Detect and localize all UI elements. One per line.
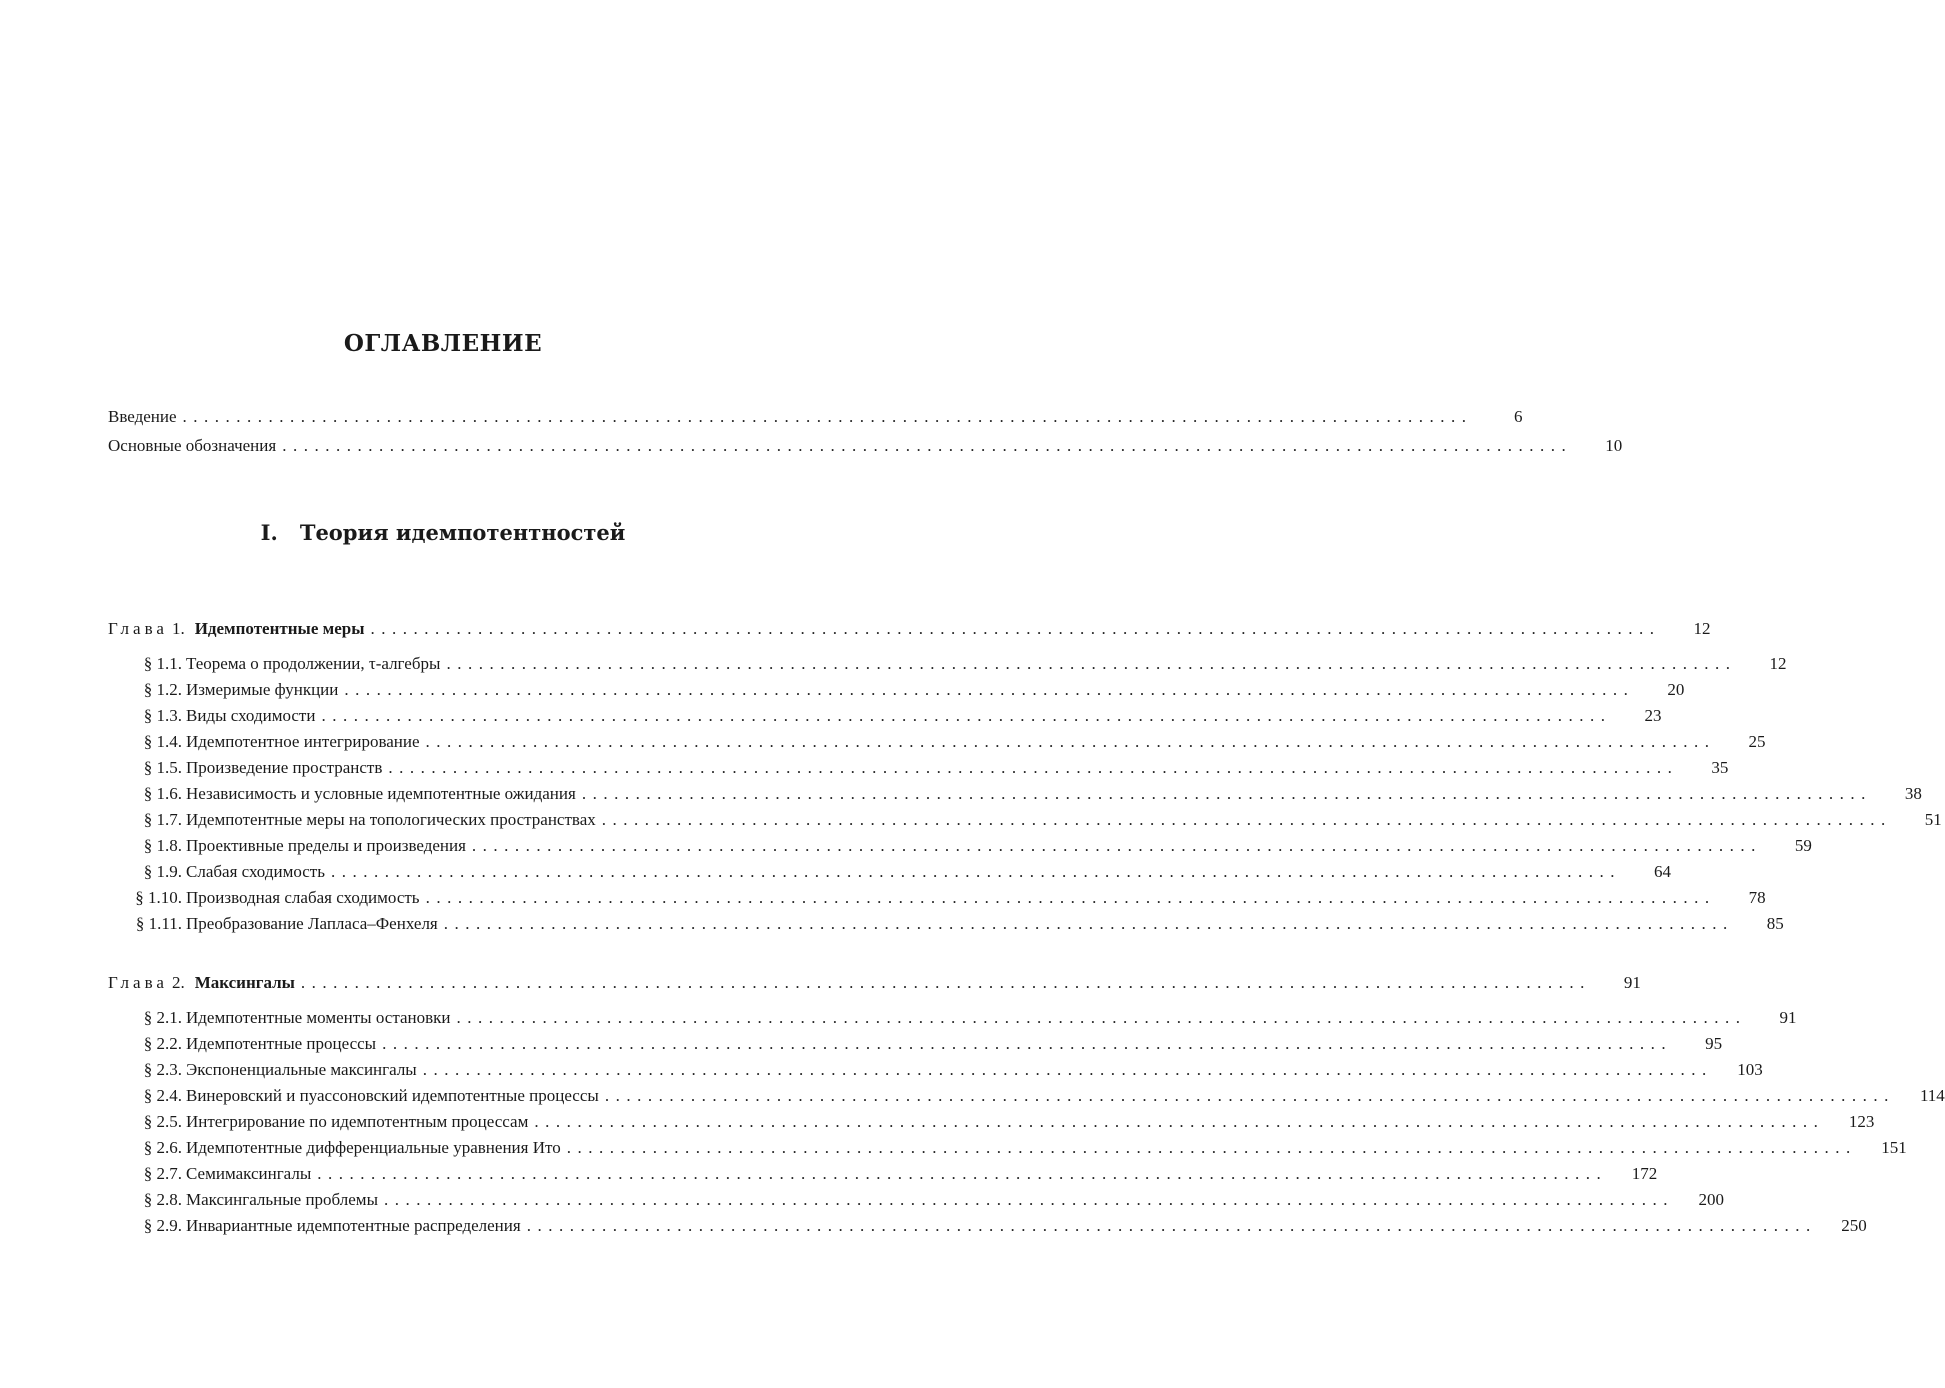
- toc-section[interactable]: [108, 1031, 1723, 1057]
- chapter-prefix: Глава: [108, 619, 168, 638]
- leader-dots: ........................................................................................................................: [604, 1086, 1895, 1105]
- section-number: § 1.6.: [143, 784, 182, 803]
- page-number: 95: [1705, 1034, 1723, 1053]
- page-number: 12: [1769, 654, 1787, 673]
- section-title: Инвариантные идемпотентные распределения: [186, 1216, 521, 1235]
- toc-section[interactable]: [108, 781, 1922, 807]
- part-title: [0, 520, 886, 545]
- page-number: 51: [1924, 810, 1942, 829]
- leader-dots: ........................................................................................................................: [471, 836, 1762, 855]
- section-number: § 1.9.: [143, 862, 182, 881]
- leader-dots: ........................................................................................................................: [300, 973, 1591, 992]
- leader-dots: ........................................................................................................................: [456, 1008, 1747, 1027]
- section-number: § 1.10.: [135, 888, 182, 907]
- entry-label: Введение: [108, 407, 177, 426]
- section-title: Идемпотентные моменты остановки: [186, 1008, 451, 1027]
- section-title: Виды сходимости: [186, 706, 316, 725]
- toc-chapter-2[interactable]: [108, 970, 1641, 996]
- page-number: 91: [1623, 973, 1641, 992]
- leader-dots: ........................................................................................................................: [422, 1060, 1713, 1079]
- toc-section[interactable]: [108, 1005, 1797, 1031]
- section-title: Проективные пределы и произведения: [186, 836, 466, 855]
- section-title: Максингальные проблемы: [186, 1190, 378, 1209]
- leader-dots: ........................................................................................................................: [526, 1216, 1817, 1235]
- section-title: Семимаксингалы: [186, 1164, 312, 1183]
- chapter-prefix: Глава: [108, 973, 168, 992]
- section-title: Экспоненциальные максингалы: [186, 1060, 417, 1079]
- leader-dots: ........................................................................................................................: [388, 758, 1679, 777]
- toc-section[interactable]: [108, 807, 1942, 833]
- part-name: Теория идемпотентностей: [299, 520, 626, 545]
- section-title: Производная слабая сходимость: [186, 888, 420, 907]
- leader-dots: ........................................................................................................................: [425, 732, 1716, 751]
- toc-section[interactable]: [108, 1135, 1907, 1161]
- leader-dots: ........................................................................................................................: [382, 1034, 1673, 1053]
- toc-section[interactable]: [108, 1213, 1867, 1239]
- chapter-title: Идемпотентные меры: [194, 619, 365, 638]
- section-title: Измеримые функции: [186, 680, 339, 699]
- leader-dots: ........................................................................................................................: [566, 1138, 1857, 1157]
- section-number: § 2.7.: [143, 1164, 182, 1183]
- section-number: § 2.1.: [143, 1008, 182, 1027]
- page-number: 6: [1514, 407, 1523, 426]
- leader-dots: ........................................................................................................................: [581, 784, 1872, 803]
- page-number: 114: [1919, 1086, 1945, 1105]
- page-number: 23: [1644, 706, 1662, 725]
- toc-section[interactable]: [108, 1109, 1875, 1135]
- toc-section[interactable]: [108, 651, 1787, 677]
- leader-dots: ........................................................................................................................: [425, 888, 1716, 907]
- toc-section[interactable]: [108, 885, 1766, 911]
- page-number: 64: [1653, 862, 1671, 881]
- section-number: § 2.5.: [143, 1112, 182, 1131]
- toc-section[interactable]: [108, 833, 1812, 859]
- page-number: 123: [1848, 1112, 1875, 1131]
- section-number: § 1.4.: [143, 732, 182, 751]
- page-number: 103: [1737, 1060, 1763, 1079]
- leader-dots: ........................................................................................................................: [330, 862, 1621, 881]
- section-number: § 1.11.: [135, 914, 182, 933]
- section-number: § 1.3.: [143, 706, 182, 725]
- page-number: 20: [1667, 680, 1685, 699]
- leader-dots: ........................................................................................................................: [317, 1164, 1608, 1183]
- section-title: Идемпотентные дифференциальные уравнения Ито: [186, 1138, 561, 1157]
- toc-section[interactable]: [108, 911, 1784, 937]
- leader-dots: ........................................................................................................................: [344, 680, 1635, 699]
- toc-section[interactable]: [108, 1161, 1658, 1187]
- page-number: 85: [1766, 914, 1784, 933]
- toc-chapter-1[interactable]: [108, 616, 1711, 642]
- chapter-number: 2.: [171, 973, 185, 992]
- toc-section[interactable]: [108, 755, 1729, 781]
- toc-entry-intro[interactable]: [108, 404, 1523, 430]
- section-title: Теорема о продолжении, τ-алгебры: [186, 654, 441, 673]
- section-title: Идемпотентные меры на топологических пространствах: [186, 810, 596, 829]
- page-number: 38: [1904, 784, 1922, 803]
- section-title: Преобразование Лапласа–Фенхеля: [186, 914, 438, 933]
- leader-dots: ........................................................................................................................: [182, 407, 1473, 426]
- chapter-number: 1.: [171, 619, 185, 638]
- page-number: 78: [1748, 888, 1766, 907]
- toc-section[interactable]: [108, 1187, 1724, 1213]
- toc-section[interactable]: [108, 1057, 1763, 1083]
- section-number: § 2.3.: [143, 1060, 182, 1079]
- section-number: § 1.2.: [143, 680, 182, 699]
- section-number: § 1.1.: [143, 654, 182, 673]
- page-number: 59: [1794, 836, 1812, 855]
- leader-dots: ........................................................................................................................: [601, 810, 1892, 829]
- section-title: Идемпотентные процессы: [186, 1034, 377, 1053]
- toc-section[interactable]: [108, 729, 1766, 755]
- section-title: Винеровский и пуассоновский идемпотентные процессы: [186, 1086, 599, 1105]
- section-number: § 2.9.: [143, 1216, 182, 1235]
- toc-title: ОГЛАВЛЕНИЕ: [343, 330, 543, 357]
- page-number: 151: [1881, 1138, 1907, 1157]
- entry-label: Основные обозначения: [108, 436, 277, 455]
- toc-section[interactable]: [108, 677, 1685, 703]
- chapter-title: Максингалы: [194, 973, 295, 992]
- section-number: § 1.8.: [143, 836, 182, 855]
- page-number: 250: [1841, 1216, 1867, 1235]
- leader-dots: ........................................................................................................................: [370, 619, 1661, 638]
- section-title: Интегрирование по идемпотентным процессам: [186, 1112, 529, 1131]
- section-number: § 1.7.: [143, 810, 182, 829]
- section-number: § 2.2.: [143, 1034, 182, 1053]
- section-number: § 2.6.: [143, 1138, 182, 1157]
- page-number: 91: [1779, 1008, 1797, 1027]
- toc-section[interactable]: [108, 1083, 1945, 1109]
- page-number: 200: [1698, 1190, 1724, 1209]
- page-number: 10: [1605, 436, 1623, 455]
- page-number: 25: [1748, 732, 1766, 751]
- page-number: 35: [1711, 758, 1729, 777]
- section-number: § 1.5.: [143, 758, 182, 777]
- section-title: Произведение пространств: [186, 758, 383, 777]
- page-number: 12: [1693, 619, 1711, 638]
- section-title: Слабая сходимость: [186, 862, 325, 881]
- toc-section[interactable]: [108, 859, 1671, 885]
- leader-dots: ........................................................................................................................: [384, 1190, 1674, 1209]
- section-title: Независимость и условные идемпотентные ожидания: [186, 784, 576, 803]
- leader-dots: ........................................................................................................................: [443, 914, 1734, 933]
- page-number: 172: [1631, 1164, 1658, 1183]
- leader-dots: ........................................................................................................................: [321, 706, 1612, 725]
- section-number: § 2.8.: [143, 1190, 182, 1209]
- leader-dots: ........................................................................................................................: [446, 654, 1737, 673]
- leader-dots: ........................................................................................................................: [534, 1112, 1825, 1131]
- leader-dots: ........................................................................................................................: [282, 436, 1573, 455]
- toc-section[interactable]: [108, 703, 1662, 729]
- section-title: Идемпотентное интегрирование: [186, 732, 420, 751]
- section-number: § 2.4.: [143, 1086, 182, 1105]
- toc-entry-notation[interactable]: [108, 433, 1623, 459]
- part-number: I.: [260, 520, 278, 545]
